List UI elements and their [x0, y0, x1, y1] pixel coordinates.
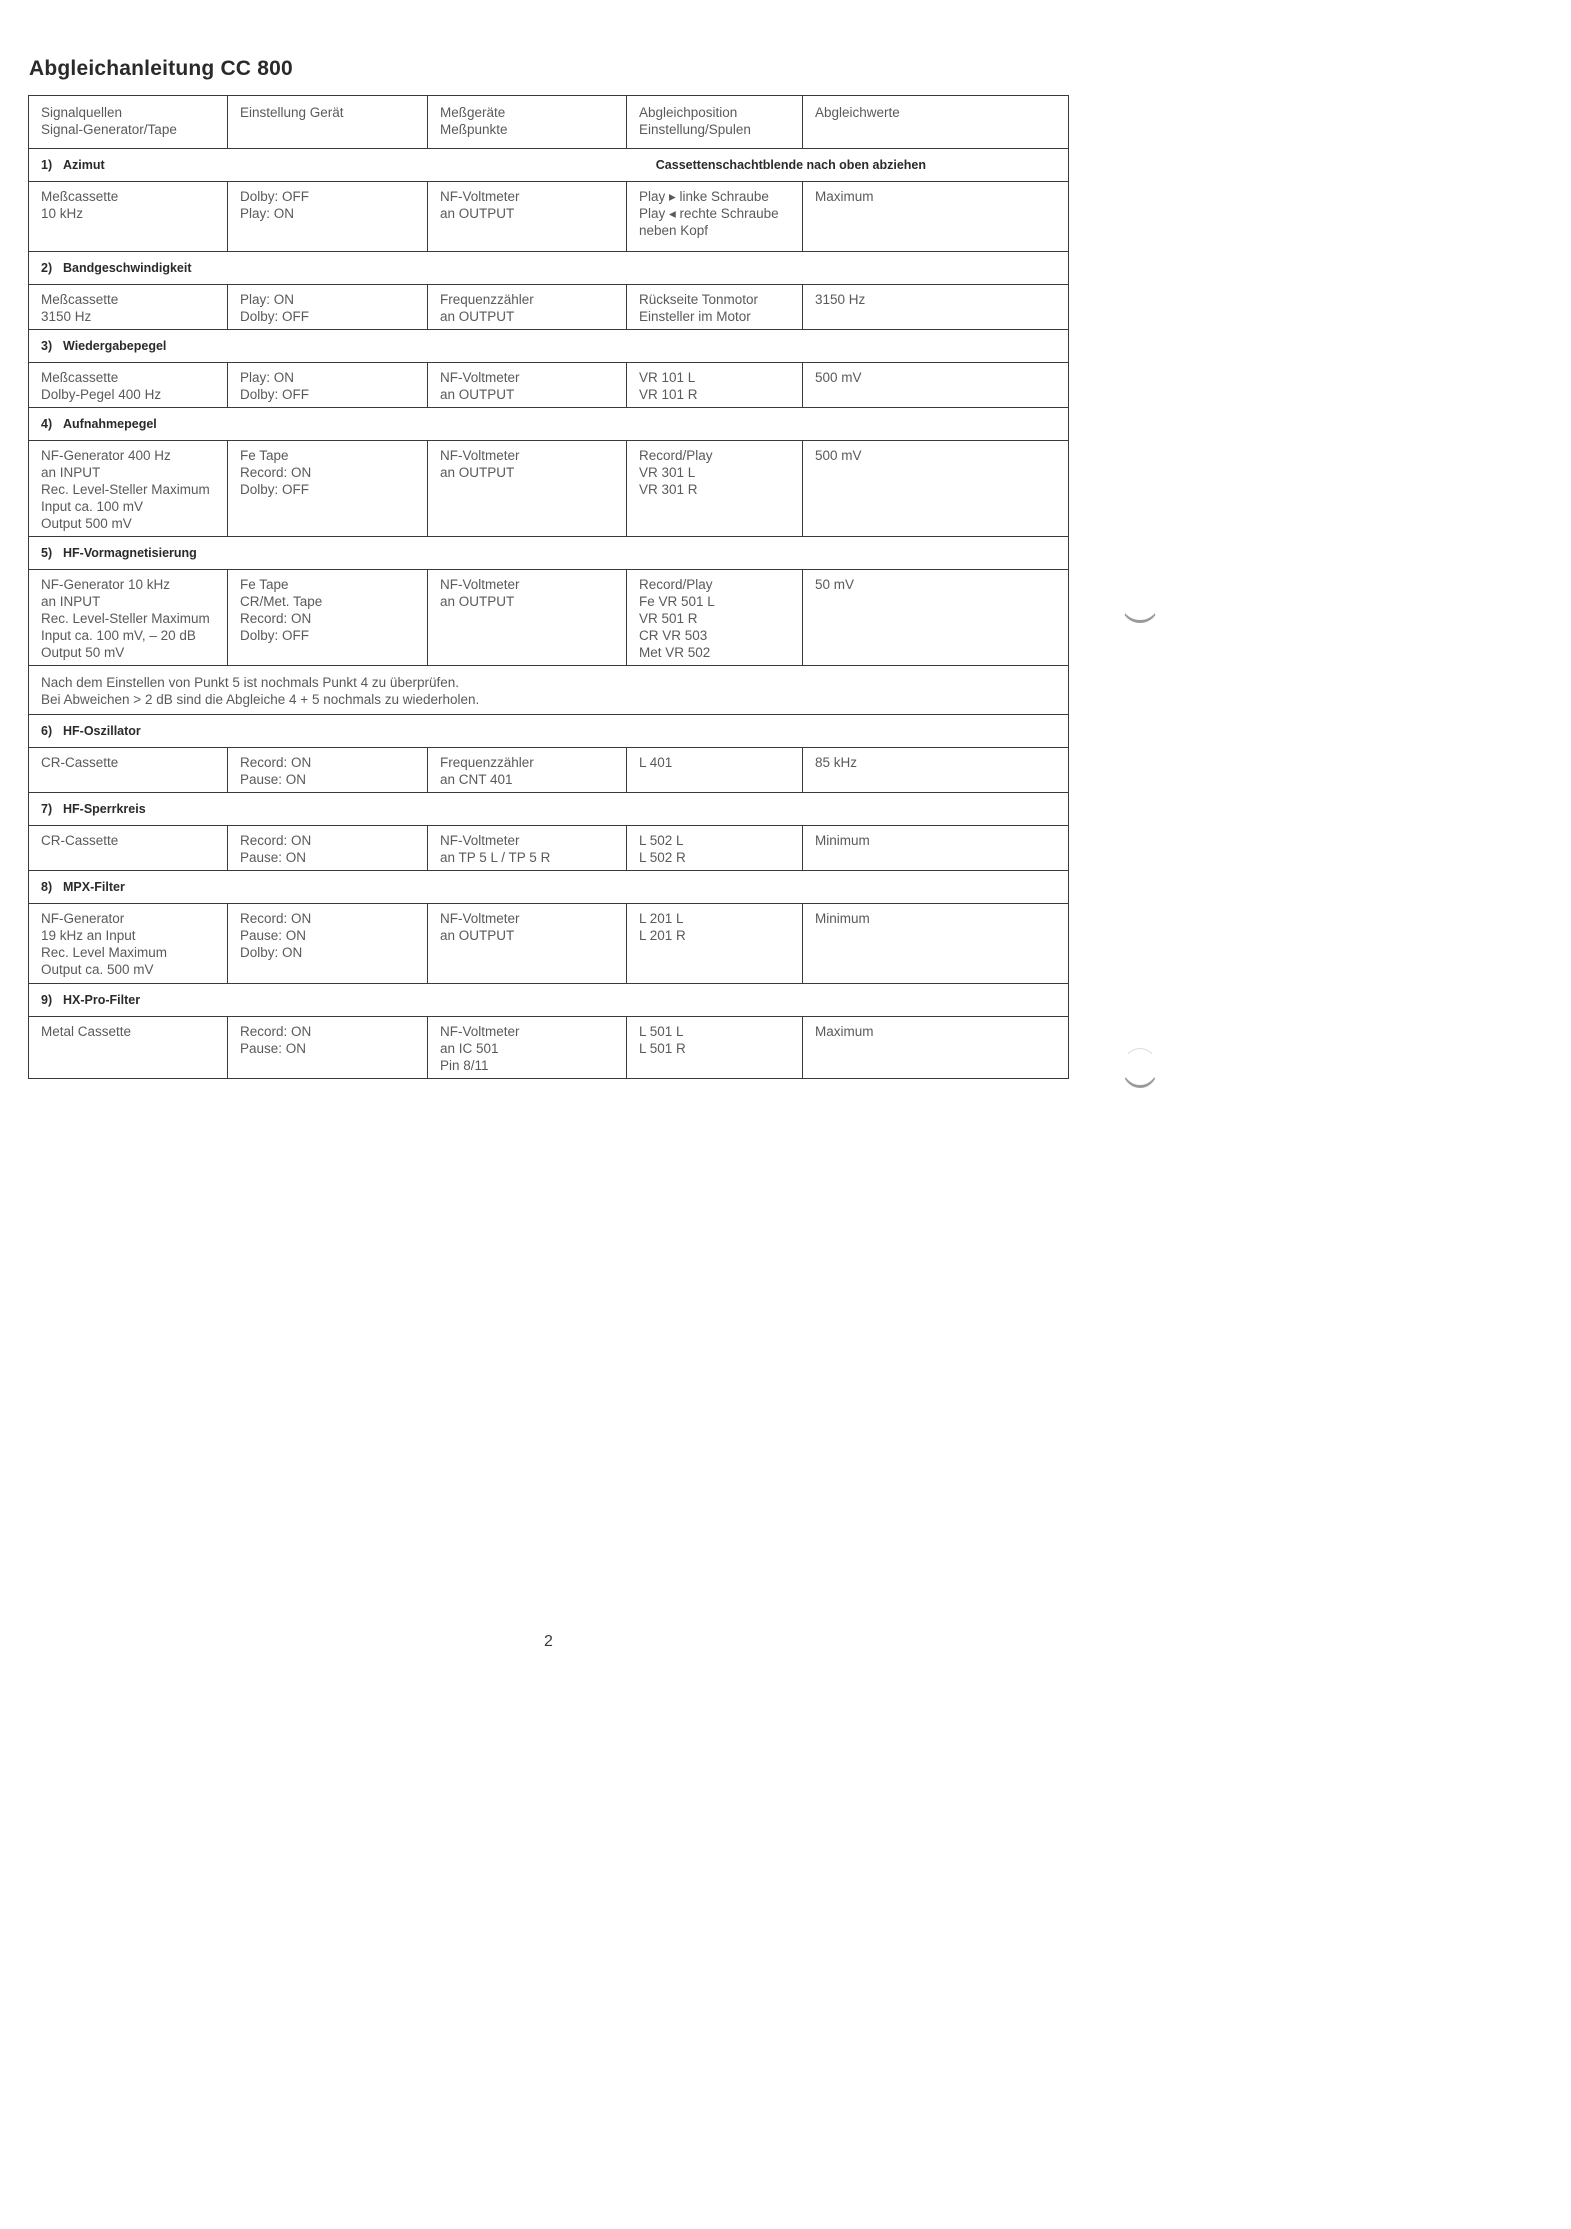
cell-text: L 502 R [639, 850, 686, 865]
cell-text: Pause: ON [240, 850, 307, 865]
cell-text: L 501 R [639, 1041, 686, 1056]
section-number: 5) [41, 546, 53, 560]
table-cell [803, 748, 1069, 793]
section-heading [29, 252, 1069, 285]
cell-text: Pin 8/11 [440, 1058, 489, 1073]
cell-text: an OUTPUT [440, 206, 515, 221]
cell-text: Minimum [815, 911, 870, 926]
table-cell [29, 363, 228, 408]
cell-text: L 201 R [639, 928, 686, 943]
cell-text: Record: ON [240, 911, 312, 926]
cell-text: Meßcassette [41, 189, 119, 204]
cell-text: Play: ON [240, 370, 295, 385]
cell-text: Rec. Level-Steller Maximum [41, 482, 210, 497]
cell-text: an INPUT [41, 465, 101, 480]
section-title: HF-Vormagnetisierung [63, 546, 197, 560]
table-cell [627, 904, 803, 984]
table-cell [428, 96, 627, 149]
table-cell [803, 904, 1069, 984]
cell-text: an OUTPUT [440, 387, 515, 402]
section-title: HX-Pro-Filter [63, 993, 141, 1007]
section-heading-row [29, 537, 1069, 570]
cell-text: Meßpunkte [440, 122, 508, 137]
table-row [29, 570, 1069, 666]
cell-text: CR VR 503 [639, 628, 708, 643]
cell-text: Minimum [815, 833, 870, 848]
section-heading [29, 537, 1069, 570]
table-cell [627, 748, 803, 793]
table-cell [228, 441, 428, 537]
cell-text: Rec. Level Maximum [41, 945, 168, 960]
section-heading [29, 793, 1069, 826]
cell-text: 19 kHz an Input [41, 928, 136, 943]
cell-text: Pause: ON [240, 772, 307, 787]
table-row [29, 285, 1069, 330]
cell-text: Abgleichwerte [815, 105, 900, 120]
cell-text: Signal-Generator/Tape [41, 122, 177, 137]
cell-text: VR 301 R [639, 482, 698, 497]
table-row [29, 182, 1069, 252]
cell-text: Frequenzzähler [440, 755, 534, 770]
cell-text: NF-Generator 400 Hz [41, 448, 171, 463]
cell-text: VR 101 L [639, 370, 696, 385]
table-row [29, 826, 1069, 871]
cell-text: CR/Met. Tape [240, 594, 323, 609]
table-row [29, 904, 1069, 984]
section-heading [29, 330, 1069, 363]
cell-text: CR-Cassette [41, 833, 119, 848]
section-title: Azimut [63, 158, 105, 172]
cell-text: Einsteller im Motor [639, 309, 751, 324]
table-cell [803, 96, 1069, 149]
section-heading [29, 984, 1069, 1017]
section-heading [29, 408, 1069, 441]
note-line: Nach dem Einstellen von Punkt 5 ist nochmals Punkt 4 zu überprüfen. [41, 675, 459, 690]
cell-text: Output ca. 500 mV [41, 962, 154, 977]
cell-text: VR 501 R [639, 611, 698, 626]
cell-text: an INPUT [41, 594, 101, 609]
section-title: HF-Sperrkreis [63, 802, 146, 816]
section-title: Bandgeschwindigkeit [63, 261, 192, 275]
table-cell [627, 363, 803, 408]
table-cell [428, 904, 627, 984]
page-title: Abgleichanleitung CC 800 [29, 57, 293, 80]
section-heading-row [29, 871, 1069, 904]
table-cell [627, 96, 803, 149]
cell-text: CR-Cassette [41, 755, 119, 770]
cell-text: Metal Cassette [41, 1024, 132, 1039]
table-cell [228, 363, 428, 408]
section-heading-row [29, 715, 1069, 748]
section-heading-row [29, 330, 1069, 363]
cell-text: an CNT 401 [440, 772, 513, 787]
table-cell [228, 285, 428, 330]
section-note: Cassettenschachtblende nach oben abziehen [655, 158, 926, 172]
section-number: 3) [41, 339, 53, 353]
cell-text: Dolby: OFF [240, 309, 310, 324]
section-heading-row [29, 252, 1069, 285]
cell-text: neben Kopf [639, 223, 709, 238]
section-heading-row [29, 984, 1069, 1017]
section-number: 8) [41, 880, 53, 894]
note-row [29, 666, 1069, 715]
table-cell [803, 826, 1069, 871]
cell-text: an TP 5 L / TP 5 R [440, 850, 551, 865]
section-number: 1) [41, 158, 53, 172]
table-cell [228, 570, 428, 666]
table-cell [428, 1017, 627, 1079]
table-cell [627, 826, 803, 871]
cell-text: L 401 [639, 755, 673, 770]
table-cell [428, 570, 627, 666]
section-title: MPX-Filter [63, 880, 125, 894]
cell-text: Input ca. 100 mV, – 20 dB [41, 628, 196, 643]
cell-text: Rec. Level-Steller Maximum [41, 611, 210, 626]
table-cell [428, 748, 627, 793]
cell-text: Dolby: ON [240, 945, 303, 960]
cell-text: VR 101 R [639, 387, 698, 402]
table-cell [627, 570, 803, 666]
page-number: 2 [544, 1633, 553, 1650]
cell-text: Dolby-Pegel 400 Hz [41, 387, 162, 402]
section-heading [29, 715, 1069, 748]
section-title: Wiedergabepegel [63, 339, 167, 353]
table-cell [29, 826, 228, 871]
cell-text: Dolby: OFF [240, 387, 310, 402]
table-cell [228, 96, 428, 149]
cell-text: Output 50 mV [41, 645, 125, 660]
table-cell [803, 441, 1069, 537]
table-cell [29, 96, 228, 149]
table-header-row [29, 96, 1069, 149]
table-row [29, 363, 1069, 408]
cell-text: an OUTPUT [440, 594, 515, 609]
table-cell [627, 1017, 803, 1079]
punch-hole-mark [1122, 1048, 1158, 1088]
cell-text: NF-Voltmeter [440, 370, 520, 385]
cell-text: Meßgeräte [440, 105, 506, 120]
table-cell [803, 182, 1069, 252]
cell-text: Rückseite Tonmotor [639, 292, 759, 307]
cell-text: Record: ON [240, 1024, 312, 1039]
cell-text: an OUTPUT [440, 309, 515, 324]
cell-text: Record: ON [240, 465, 312, 480]
table-cell [803, 363, 1069, 408]
table-cell [428, 285, 627, 330]
cell-text: 50 mV [815, 577, 855, 592]
table-cell [428, 182, 627, 252]
table-cell [803, 1017, 1069, 1079]
table-cell [803, 285, 1069, 330]
cell-text: Einstellung Gerät [240, 105, 344, 120]
cell-text: Record: ON [240, 611, 312, 626]
cell-text: 85 kHz [815, 755, 858, 770]
cell-text: NF-Voltmeter [440, 448, 520, 463]
section-heading-row [29, 793, 1069, 826]
cell-text: NF-Generator [41, 911, 125, 926]
cell-text: Record/Play [639, 448, 713, 463]
cell-text: Maximum [815, 1024, 874, 1039]
cell-text: Output 500 mV [41, 516, 132, 531]
cell-text: VR 301 L [639, 465, 696, 480]
table-cell [627, 285, 803, 330]
cell-text: Record: ON [240, 755, 312, 770]
table-cell [428, 441, 627, 537]
cell-text: Dolby: OFF [240, 482, 310, 497]
table-cell [29, 285, 228, 330]
table-cell [29, 748, 228, 793]
cell-text: 3150 Hz [41, 309, 92, 324]
cell-text: Play ◂ rechte Schraube [639, 206, 779, 221]
cell-text: an OUTPUT [440, 928, 515, 943]
cell-text: Record/Play [639, 577, 713, 592]
punch-hole-mark [1122, 590, 1158, 623]
cell-text: Meßcassette [41, 370, 119, 385]
cell-text: NF-Voltmeter [440, 577, 520, 592]
cell-text: L 502 L [639, 833, 684, 848]
cell-text: Input ca. 100 mV [41, 499, 144, 514]
cell-text: 500 mV [815, 448, 862, 463]
table-row [29, 441, 1069, 537]
cell-text: 3150 Hz [815, 292, 866, 307]
cell-text: Dolby: OFF [240, 189, 310, 204]
section-number: 9) [41, 993, 53, 1007]
cell-text: L 201 L [639, 911, 684, 926]
table-cell [228, 182, 428, 252]
table-cell [228, 1017, 428, 1079]
cell-text: Signalquellen [41, 105, 123, 120]
cell-text: Fe VR 501 L [639, 594, 715, 609]
cell-text: Fe Tape [240, 448, 289, 463]
table-cell [627, 441, 803, 537]
cell-text: NF-Voltmeter [440, 833, 520, 848]
section-number: 2) [41, 261, 53, 275]
table-cell [228, 826, 428, 871]
note-line: Bei Abweichen > 2 dB sind die Abgleiche 4 + 5 nochmals zu wiederholen. [41, 692, 480, 707]
table-cell [29, 182, 228, 252]
cell-text: Abgleichposition [639, 105, 738, 120]
cell-text: 500 mV [815, 370, 862, 385]
table-cell [228, 748, 428, 793]
table-cell [627, 182, 803, 252]
cell-text: Meßcassette [41, 292, 119, 307]
cell-text: Play: ON [240, 206, 295, 221]
section-heading-row [29, 408, 1069, 441]
table-cell [228, 904, 428, 984]
section-heading [29, 871, 1069, 904]
section-title: HF-Oszillator [63, 724, 141, 738]
cell-text: Frequenzzähler [440, 292, 534, 307]
table-cell [428, 826, 627, 871]
cell-text: Einstellung/Spulen [639, 122, 751, 137]
table-cell [29, 1017, 228, 1079]
section-number: 6) [41, 724, 53, 738]
cell-text: Pause: ON [240, 928, 307, 943]
section-number: 7) [41, 802, 53, 816]
table-cell [803, 570, 1069, 666]
alignment-table [28, 95, 1069, 1079]
table-cell [29, 904, 228, 984]
cell-text: an OUTPUT [440, 465, 515, 480]
cell-text: Dolby: OFF [240, 628, 310, 643]
cell-text: 10 kHz [41, 206, 84, 221]
cell-text: NF-Voltmeter [440, 189, 520, 204]
cell-text: NF-Voltmeter [440, 911, 520, 926]
cell-text: Record: ON [240, 833, 312, 848]
cell-text: Play ▸ linke Schraube [639, 189, 769, 204]
cell-text: NF-Voltmeter [440, 1024, 520, 1039]
cell-text: Fe Tape [240, 577, 289, 592]
table-row [29, 748, 1069, 793]
cell-text: Pause: ON [240, 1041, 307, 1056]
section-heading-row [29, 149, 1069, 182]
cell-text: Maximum [815, 189, 874, 204]
section-number: 4) [41, 417, 53, 431]
table-cell [29, 570, 228, 666]
cell-text: NF-Generator 10 kHz [41, 577, 171, 592]
cell-text: an IC 501 [440, 1041, 499, 1056]
section-title: Aufnahmepegel [63, 417, 157, 431]
cell-text: L 501 L [639, 1024, 684, 1039]
table-cell [29, 441, 228, 537]
cell-text: Met VR 502 [639, 645, 711, 660]
note-text [29, 666, 1069, 715]
table-cell [428, 363, 627, 408]
table-row [29, 1017, 1069, 1079]
section-heading [29, 149, 1069, 182]
cell-text: Play: ON [240, 292, 295, 307]
